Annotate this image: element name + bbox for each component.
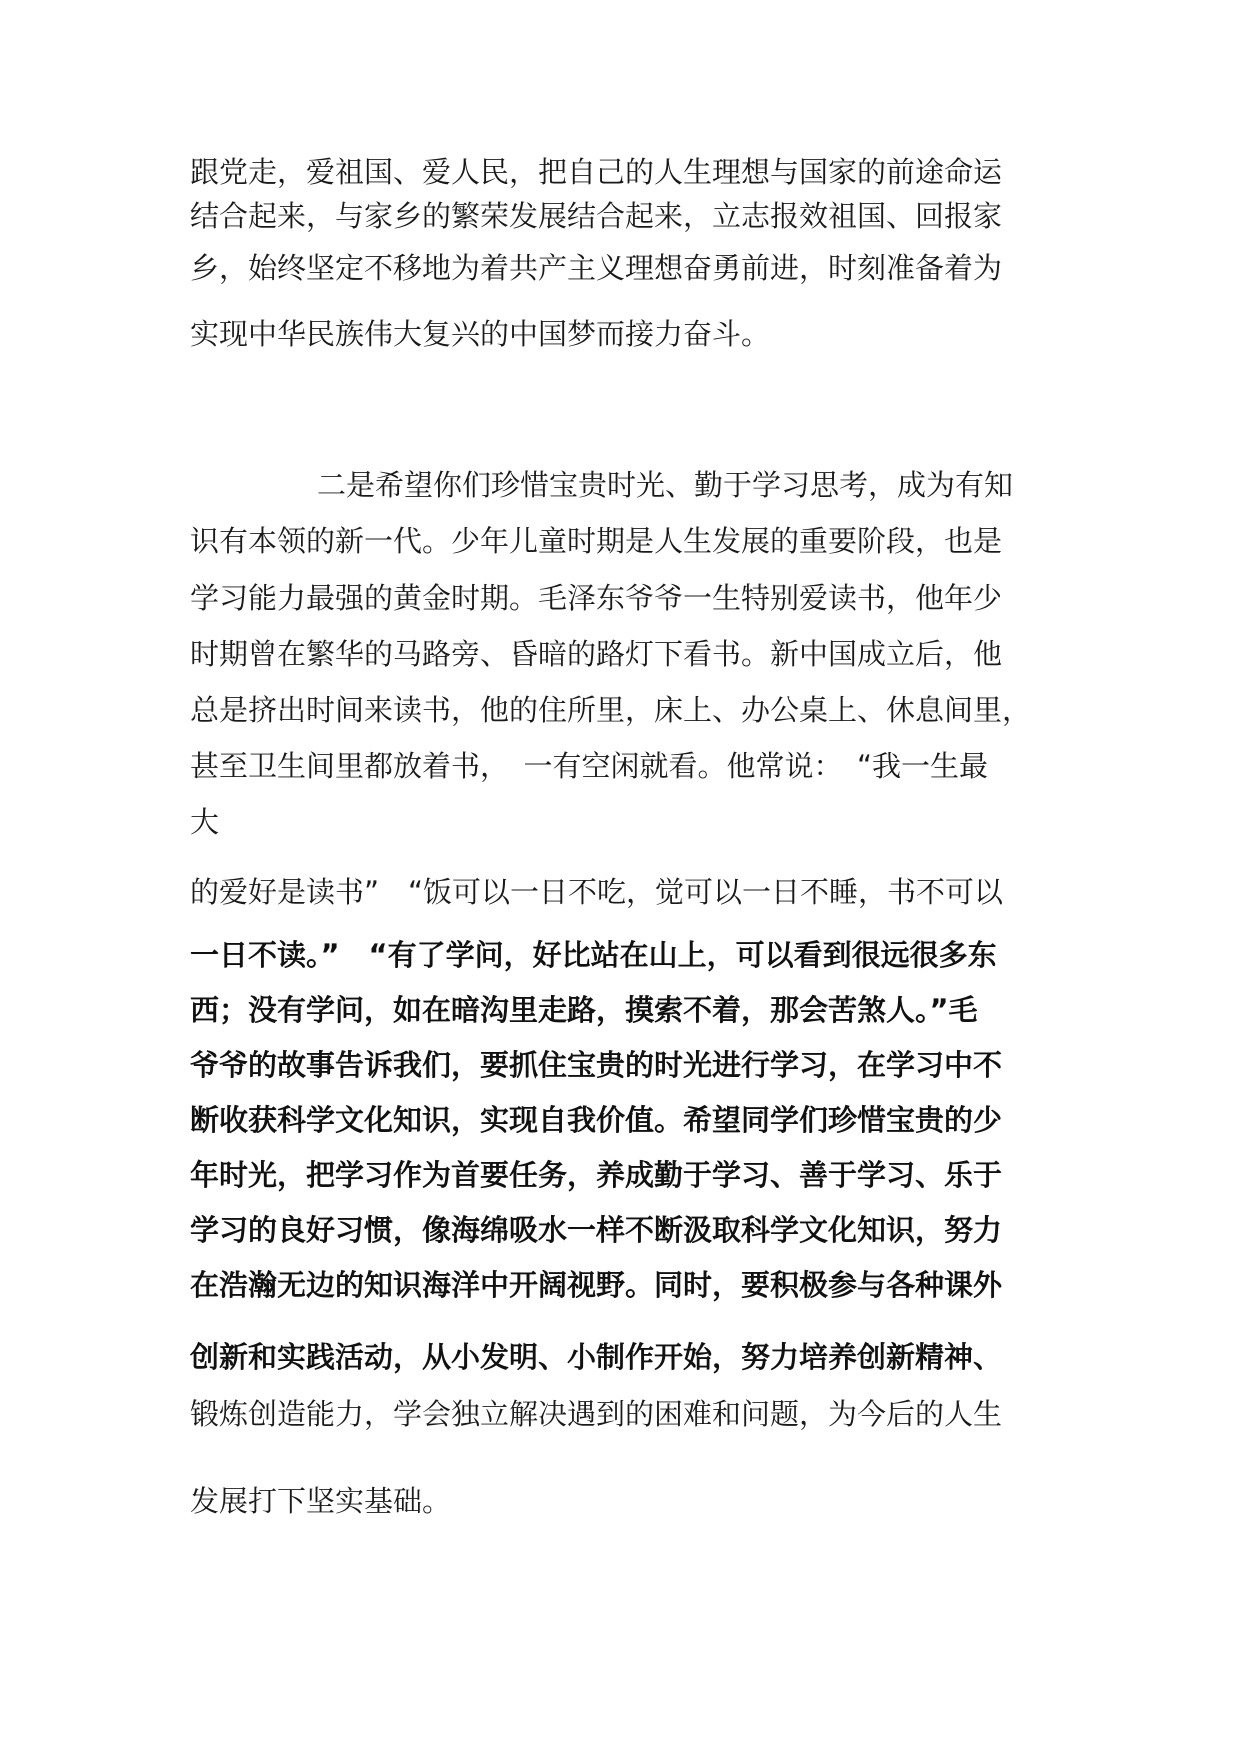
text-line: 学习能力最强的黄金时期。毛泽东爷爷一生特别爱读书，他年少: [190, 581, 1003, 615]
bold-text-line: 一日不读。” “有了学问，好比站在山上，可以看到很远很多东: [190, 938, 997, 972]
bold-text-line: 创新和实践活动，从小发明、小制作开始，努力培养创新精神、: [190, 1340, 1003, 1374]
text-line: 实现中华民族伟大复兴的中国梦而接力奋斗。: [190, 317, 771, 351]
text-line: 锻炼创造能力，学会独立解决遇到的困难和问题，为今后的人生: [190, 1397, 1003, 1431]
text-line: 甚至卫生间里都放着书， 一有空闲就看。他常说： “我一生最: [190, 749, 989, 783]
text-line: 大: [190, 805, 220, 839]
text-line: 总是挤出时间来读书，他的住所里，床上、办公桌上、休息间里，: [190, 693, 1032, 727]
bold-text-line: 在浩瀚无边的知识海洋中开阔视野。同时，要积极参与各种课外: [190, 1268, 1003, 1302]
bold-text-line: 断收获科学文化知识，实现自我价值。希望同学们珍惜宝贵的少: [190, 1103, 1003, 1137]
text-line: 跟党走，爱祖国、爱人民，把自己的人生理想与国家的前途命运: [190, 155, 1003, 189]
bold-text-line: 西；没有学问，如在暗沟里走路，摸索不着，那会苦煞人。”毛: [190, 993, 978, 1027]
bold-text-line: 年时光，把学习作为首要任务，养成勤于学习、善于学习、乐于: [190, 1158, 1003, 1192]
bold-text-line: 爷爷的故事告诉我们，要抓住宝贵的时光进行学习，在学习中不: [190, 1048, 1003, 1082]
bold-text-line: 学习的良好习惯，像海绵吸水一样不断汲取科学文化知识，努力: [190, 1213, 1003, 1247]
text-line: 时期曾在繁华的马路旁、昏暗的路灯下看书。新中国成立后，他: [190, 637, 1003, 671]
text-line: 结合起来，与家乡的繁荣发展结合起来，立志报效祖国、回报家: [190, 199, 1003, 233]
text-line: 的爱好是读书” “饭可以一日不吃，觉可以一日不睡，书不可以: [190, 875, 1004, 909]
paragraph-first-line: 二是希望你们珍惜宝贵时光、勤于学习思考，成为有知: [317, 468, 1014, 502]
text-line: 乡，始终坚定不移地为着共产主义理想奋勇前进，时刻准备着为: [190, 251, 1003, 285]
text-line: 发展打下坚实基础。: [190, 1484, 452, 1518]
text-line: 识有本领的新一代。少年儿童时期是人生发展的重要阶段，也是: [190, 524, 1003, 558]
